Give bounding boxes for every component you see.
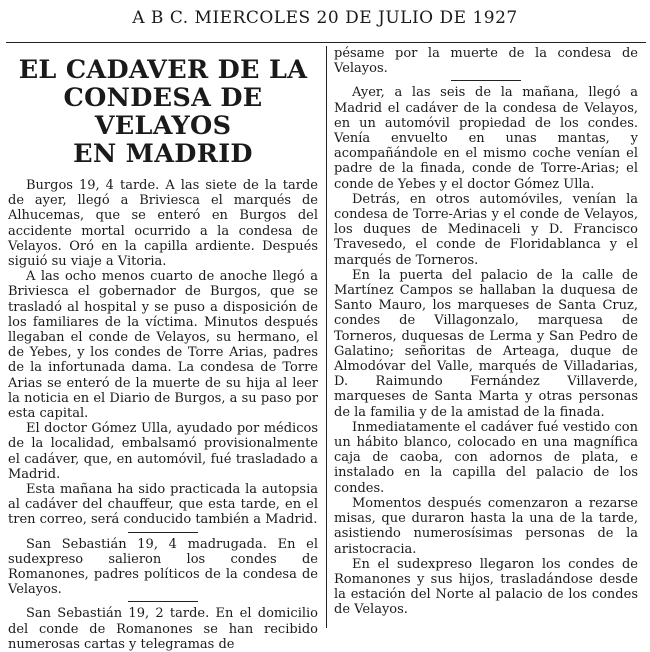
paragraph-coffin: Inmediatamente el cadáver fué vestido con un hábito blanco, colocado en una magnífica caja de caoba, con adornos de plata, e instalado en la capilla del palacio de los condes.	[334, 419, 638, 496]
right-column	[334, 46, 638, 628]
paragraph-embalming: El doctor Gómez Ulla, ayudado por médicos de la localidad, embalsamó provisionalmente el cadáver, que, en automóvil, fué trasladado a Madrid.	[8, 421, 318, 482]
paragraph-condolences-continued: pésame por la muerte de la condesa de Velayos.	[334, 46, 638, 77]
section-rule	[128, 532, 198, 533]
headline-line-3: EN MADRID	[73, 139, 253, 169]
section-rule	[128, 601, 198, 602]
paragraph-burgos-dispatch: Burgos 19, 4 tarde. A las siete de la tarde de ayer, llegó a Briviesca el marqués de Alhucemas, que se enteró en Burgos del accidente mortal ocurrido a la condesa de Velayos. Oró en la capilla ardiente. Después siguió su viaje a Vitoria.	[8, 178, 318, 270]
headline-line-2: CONDESA DE VELAYOS	[63, 83, 263, 141]
column-divider	[326, 46, 327, 628]
paragraph-romanones-arrival: En el sudexpreso llegaron los condes de Romanones y sus hijos, trasladándose desde la estación del Norte al palacio de los condes de Velayos.	[334, 556, 638, 618]
top-rule	[6, 42, 646, 43]
article-headline	[8, 56, 318, 168]
paragraph-following-cars: Detrás, en otros automóviles, venían la condesa de Torre-Arias y el conde de Velayos, los duques de Medinaceli y D. Francisco Travesedo, el conde de Floridablanca y el marqués de Torneros.	[334, 191, 638, 268]
newspaper-masthead: A B C. MIERCOLES 20 DE JULIO DE 1927	[132, 8, 518, 28]
paragraph-governor-arrival: A las ocho menos cuarto de anoche llegó a Briviesca el gobernador de Burgos, que se trasladó al hospital y se puso a disposición de los familiares de la víctima. Minutos después llegaban el conde de Velayos, su hermano, el de Yebes, y los condes de Torre Arias, padres de la infortunada dama. La condesa de Torre Arias se enteró de la muerte de su hija al leer la noticia en el Diario de Burgos, a su paso por esta capital.	[8, 269, 318, 422]
headline-line-1: EL CADAVER DE LA	[18, 55, 308, 85]
left-column	[8, 46, 318, 652]
paragraph-san-sebastian-tarde: San Sebastián 19, 2 tarde. En el domicilio del conde de Romanones se han recibido numerosas cartas y telegramas de	[8, 606, 318, 652]
paragraph-masses: Momentos después comenzaron a rezarse misas, que duraron hasta la una de la tarde, asistiendo numerosísimas personas de la aristocracia.	[334, 495, 638, 557]
paragraph-arrival-madrid: Ayer, a las seis de la mañana, llegó a Madrid el cadáver de la condesa de Velayos, en un automóvil propiedad de los condes. Venía envuelto en unas mantas, y acompañándole en el mismo coche venían el padre de la finada, conde de Torre-Arias; el conde de Yebes y el doctor Gómez Ulla.	[334, 85, 638, 192]
paragraph-san-sebastian-madrugada: San Sebastián 19, 4 madrugada. En el sudexpreso salieron los condes de Romanones, padres políticos de la condesa de Velayos.	[8, 536, 318, 598]
paragraph-autopsy: Esta mañana ha sido practicada la autopsia al cadáver del chauffeur, que esta tarde, en el tren correo, será conducido también a Madrid.	[8, 482, 318, 528]
paragraph-palace-attendees: En la puerta del palacio de la calle de Martínez Campos se hallaban la duquesa de Santo Mauro, los marqueses de Santa Cruz, condes de Villagonzalo, marquesa de Torneros, duquesas de Lerma y San Pedro de Galatino; señoritas de Arteaga, duque de Almodóvar del Valle, marqués de Villadarias, D. Raimundo Fernández Villaverde, marqueses de Santa Marta y otras personas de la familia y de la amistad de la finada.	[334, 267, 638, 420]
section-rule	[451, 80, 521, 81]
